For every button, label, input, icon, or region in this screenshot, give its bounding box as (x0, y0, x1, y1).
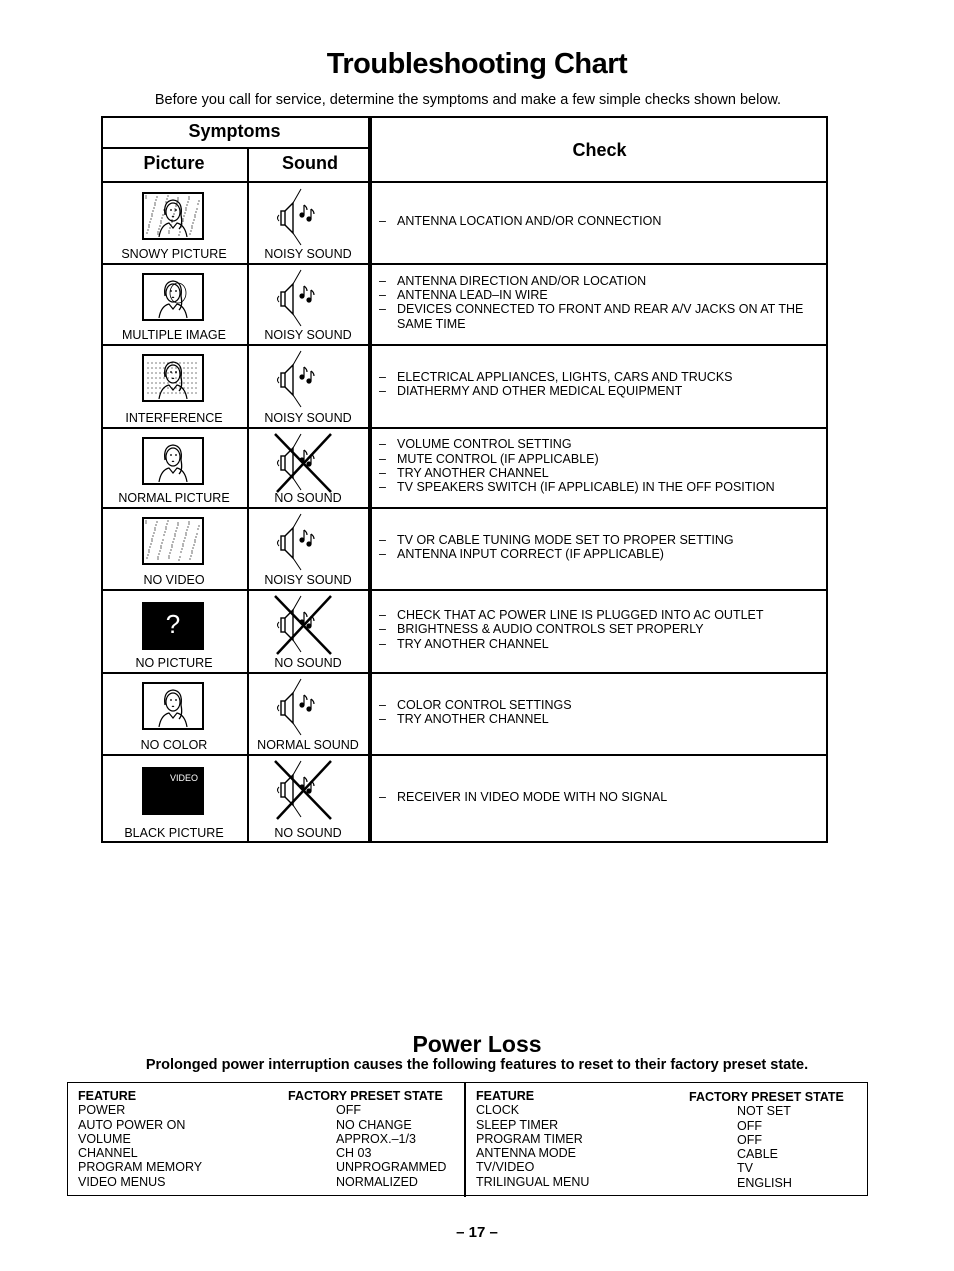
check-item (379, 370, 819, 384)
feature-name: PROGRAM MEMORY (78, 1160, 203, 1175)
picture-symptom-label: NO COLOR (140, 738, 208, 752)
table-row (101, 755, 828, 843)
check-text: TRY ANOTHER CHANNEL (397, 711, 549, 726)
feature-name: VOLUME (78, 1131, 131, 1146)
table-row (101, 264, 828, 345)
feature-name: CLOCK (476, 1103, 520, 1118)
table-row (101, 673, 828, 755)
check-item (379, 274, 819, 288)
feature-name: CHANNEL (78, 1146, 138, 1161)
check-text: MUTE CONTROL (IF APPLICABLE) (397, 451, 599, 466)
left-state-column (288, 1089, 446, 1189)
column-header: FEATURE (78, 1089, 137, 1103)
check-item (379, 533, 819, 547)
sound-symptom-label: NORMAL SOUND (257, 738, 359, 752)
check-text: TV SPEAKERS SWITCH (IF APPLICABLE) IN THE OFF POSITION (397, 480, 775, 495)
page-number: – 17 – (456, 1224, 498, 1241)
check-item (379, 637, 819, 651)
face-icon (145, 357, 201, 399)
check-list (379, 698, 819, 727)
tv-picture-icon (142, 682, 204, 730)
speaker-icon (271, 185, 335, 249)
check-dash: – (379, 465, 386, 480)
sound-symptom-label: NO SOUND (274, 656, 342, 670)
crossed-speaker-icon (271, 757, 335, 821)
feature-name: VIDEO MENUS (78, 1174, 166, 1189)
check-dash: – (379, 437, 386, 452)
check-dash: – (379, 370, 386, 385)
preset-state: TV (737, 1161, 753, 1176)
check-text: VOLUME CONTROL SETTING (397, 437, 572, 452)
power-loss-column-divider (464, 1083, 466, 1197)
check-text: ELECTRICAL APPLIANCES, LIGHTS, CARS AND TRUCKS (397, 370, 733, 385)
table-row (101, 428, 828, 508)
check-item (379, 622, 819, 636)
check-dash: – (379, 302, 386, 317)
crossed-speaker-icon (271, 592, 335, 656)
power-loss-intro: Prolonged power interruption causes the following features to reset to their factory preset state. (145, 1057, 809, 1073)
check-dash: – (379, 711, 386, 726)
sound-symptom-label: NOISY SOUND (264, 411, 352, 425)
column-header: FACTORY PRESET STATE (689, 1090, 844, 1104)
header-picture: Picture (143, 153, 205, 173)
column-header: FEATURE (476, 1089, 535, 1103)
check-item (379, 302, 819, 331)
picture-symptom-label: INTERFERENCE (125, 411, 223, 425)
check-text: DIATHERMY AND OTHER MEDICAL EQUIPMENT (397, 384, 683, 399)
picture-symptom-label: SNOWY PICTURE (121, 247, 227, 261)
preset-state: ENGLISH (737, 1175, 792, 1190)
crossed-speaker-icon (271, 430, 335, 494)
face-icon (145, 195, 201, 237)
check-item (379, 384, 819, 398)
check-list (379, 370, 819, 399)
check-dash: – (379, 214, 386, 229)
check-text: TRY ANOTHER CHANNEL (397, 636, 549, 651)
page-title: Troubleshooting Chart (326, 48, 628, 80)
table-row (101, 183, 828, 264)
face-icon (145, 276, 201, 318)
check-dash: – (379, 636, 386, 651)
picture-symptom-label: NO VIDEO (143, 573, 205, 587)
feature-name: TV/VIDEO (476, 1160, 535, 1175)
preset-state: OFF (737, 1118, 762, 1133)
preset-state: OFF (737, 1132, 762, 1147)
check-dash: – (379, 622, 386, 637)
face-icon (145, 520, 201, 562)
speaker-icon (271, 510, 335, 574)
right-state-column (689, 1090, 844, 1190)
check-text: COLOR CONTROL SETTINGS (397, 697, 572, 712)
check-dash: – (379, 480, 386, 495)
face-icon (145, 440, 201, 482)
check-item (379, 480, 819, 494)
check-dash: – (379, 546, 386, 561)
feature-name: PROGRAM TIMER (476, 1131, 583, 1146)
feature-name: POWER (78, 1103, 126, 1118)
picture-symptom-label: NO PICTURE (135, 656, 213, 670)
header-symptoms-underline (101, 147, 368, 149)
tv-picture-icon (142, 437, 204, 485)
check-item (379, 466, 819, 480)
header-check: Check (572, 140, 627, 160)
preset-state: OFF (336, 1103, 361, 1118)
column-header: FACTORY PRESET STATE (288, 1089, 443, 1103)
speaker-icon (271, 347, 335, 411)
check-text: RECEIVER IN VIDEO MODE WITH NO SIGNAL (397, 789, 668, 804)
power-loss-title: Power Loss (412, 1031, 542, 1057)
header-sound: Sound (282, 153, 338, 173)
picture-symptom-label: NORMAL PICTURE (118, 491, 230, 505)
header-symptoms: Symptoms (188, 121, 281, 141)
check-list (379, 437, 819, 494)
troubleshooting-table (101, 116, 828, 843)
intro-text: Before you call for service, determine the symptoms and make a few simple checks shown below. (154, 92, 782, 108)
check-text: DEVICES CONNECTED TO FRONT AND REAR A/V JACKS ON AT THE SAME TIME (397, 302, 804, 331)
preset-state: NOT SET (737, 1104, 791, 1119)
tv-picture-icon (142, 517, 204, 565)
check-text: CHECK THAT AC POWER LINE IS PLUGGED INTO AC OUTLET (397, 608, 764, 623)
check-item (379, 712, 819, 726)
preset-state: APPROX.–1/3 (336, 1131, 416, 1146)
check-text: ANTENNA LOCATION AND/OR CONNECTION (397, 214, 662, 229)
picture-symptom-label: BLACK PICTURE (124, 826, 224, 840)
preset-state: CH 03 (336, 1146, 372, 1161)
check-list (379, 274, 819, 331)
check-text: ANTENNA INPUT CORRECT (IF APPLICABLE) (397, 546, 664, 561)
right-feature-column (476, 1089, 589, 1189)
check-text: ANTENNA LEAD–IN WIRE (397, 288, 548, 303)
check-item (379, 214, 819, 228)
question-mark-glyph: ? (165, 609, 181, 639)
face-icon (145, 685, 201, 727)
check-item (379, 452, 819, 466)
black-screen-icon (142, 602, 204, 650)
check-dash: – (379, 288, 386, 303)
feature-name: AUTO POWER ON (78, 1117, 186, 1132)
table-row (101, 345, 828, 428)
table-row (101, 590, 828, 673)
picture-symptom-label: MULTIPLE IMAGE (122, 328, 226, 342)
video-label: VIDEO (169, 773, 198, 783)
check-dash: – (379, 608, 386, 623)
check-list (379, 533, 819, 562)
tv-picture-icon (142, 354, 204, 402)
tv-picture-icon (142, 192, 204, 240)
sound-symptom-label: NOISY SOUND (264, 247, 352, 261)
black-screen-icon (142, 767, 204, 815)
check-dash: – (379, 451, 386, 466)
sound-symptom-label: NO SOUND (274, 491, 342, 505)
check-item (379, 608, 819, 622)
sound-symptom-label: NOISY SOUND (264, 328, 352, 342)
preset-state: CABLE (737, 1147, 778, 1162)
sound-symptom-label: NO SOUND (274, 826, 342, 840)
feature-name: SLEEP TIMER (476, 1117, 559, 1132)
check-dash: – (379, 697, 386, 712)
power-loss-table (67, 1082, 868, 1196)
feature-name: TRILINGUAL MENU (476, 1174, 590, 1189)
check-item (379, 698, 819, 712)
check-text: BRIGHTNESS & AUDIO CONTROLS SET PROPERLY (397, 622, 704, 637)
tv-picture-icon (142, 273, 204, 321)
check-text: TRY ANOTHER CHANNEL (397, 465, 549, 480)
preset-state: UNPROGRAMMED (336, 1160, 447, 1175)
table-row (101, 508, 828, 590)
left-feature-column (78, 1089, 202, 1189)
feature-name: ANTENNA MODE (476, 1146, 577, 1161)
check-dash: – (379, 384, 386, 399)
check-item (379, 288, 819, 302)
check-dash: – (379, 532, 386, 547)
preset-state: NO CHANGE (336, 1117, 412, 1132)
speaker-icon (271, 675, 335, 739)
check-dash: – (379, 273, 386, 288)
sound-symptom-label: NOISY SOUND (264, 573, 352, 587)
table-border-top (101, 116, 828, 118)
check-dash: – (379, 789, 386, 804)
check-item (379, 437, 819, 451)
check-item (379, 790, 819, 804)
check-list (379, 790, 819, 804)
preset-state: NORMALIZED (336, 1174, 418, 1189)
check-text: ANTENNA DIRECTION AND/OR LOCATION (397, 273, 647, 288)
speaker-icon (271, 266, 335, 330)
check-text: TV OR CABLE TUNING MODE SET TO PROPER SETTING (397, 532, 734, 547)
check-list (379, 608, 819, 651)
check-list (379, 214, 819, 228)
check-item (379, 547, 819, 561)
